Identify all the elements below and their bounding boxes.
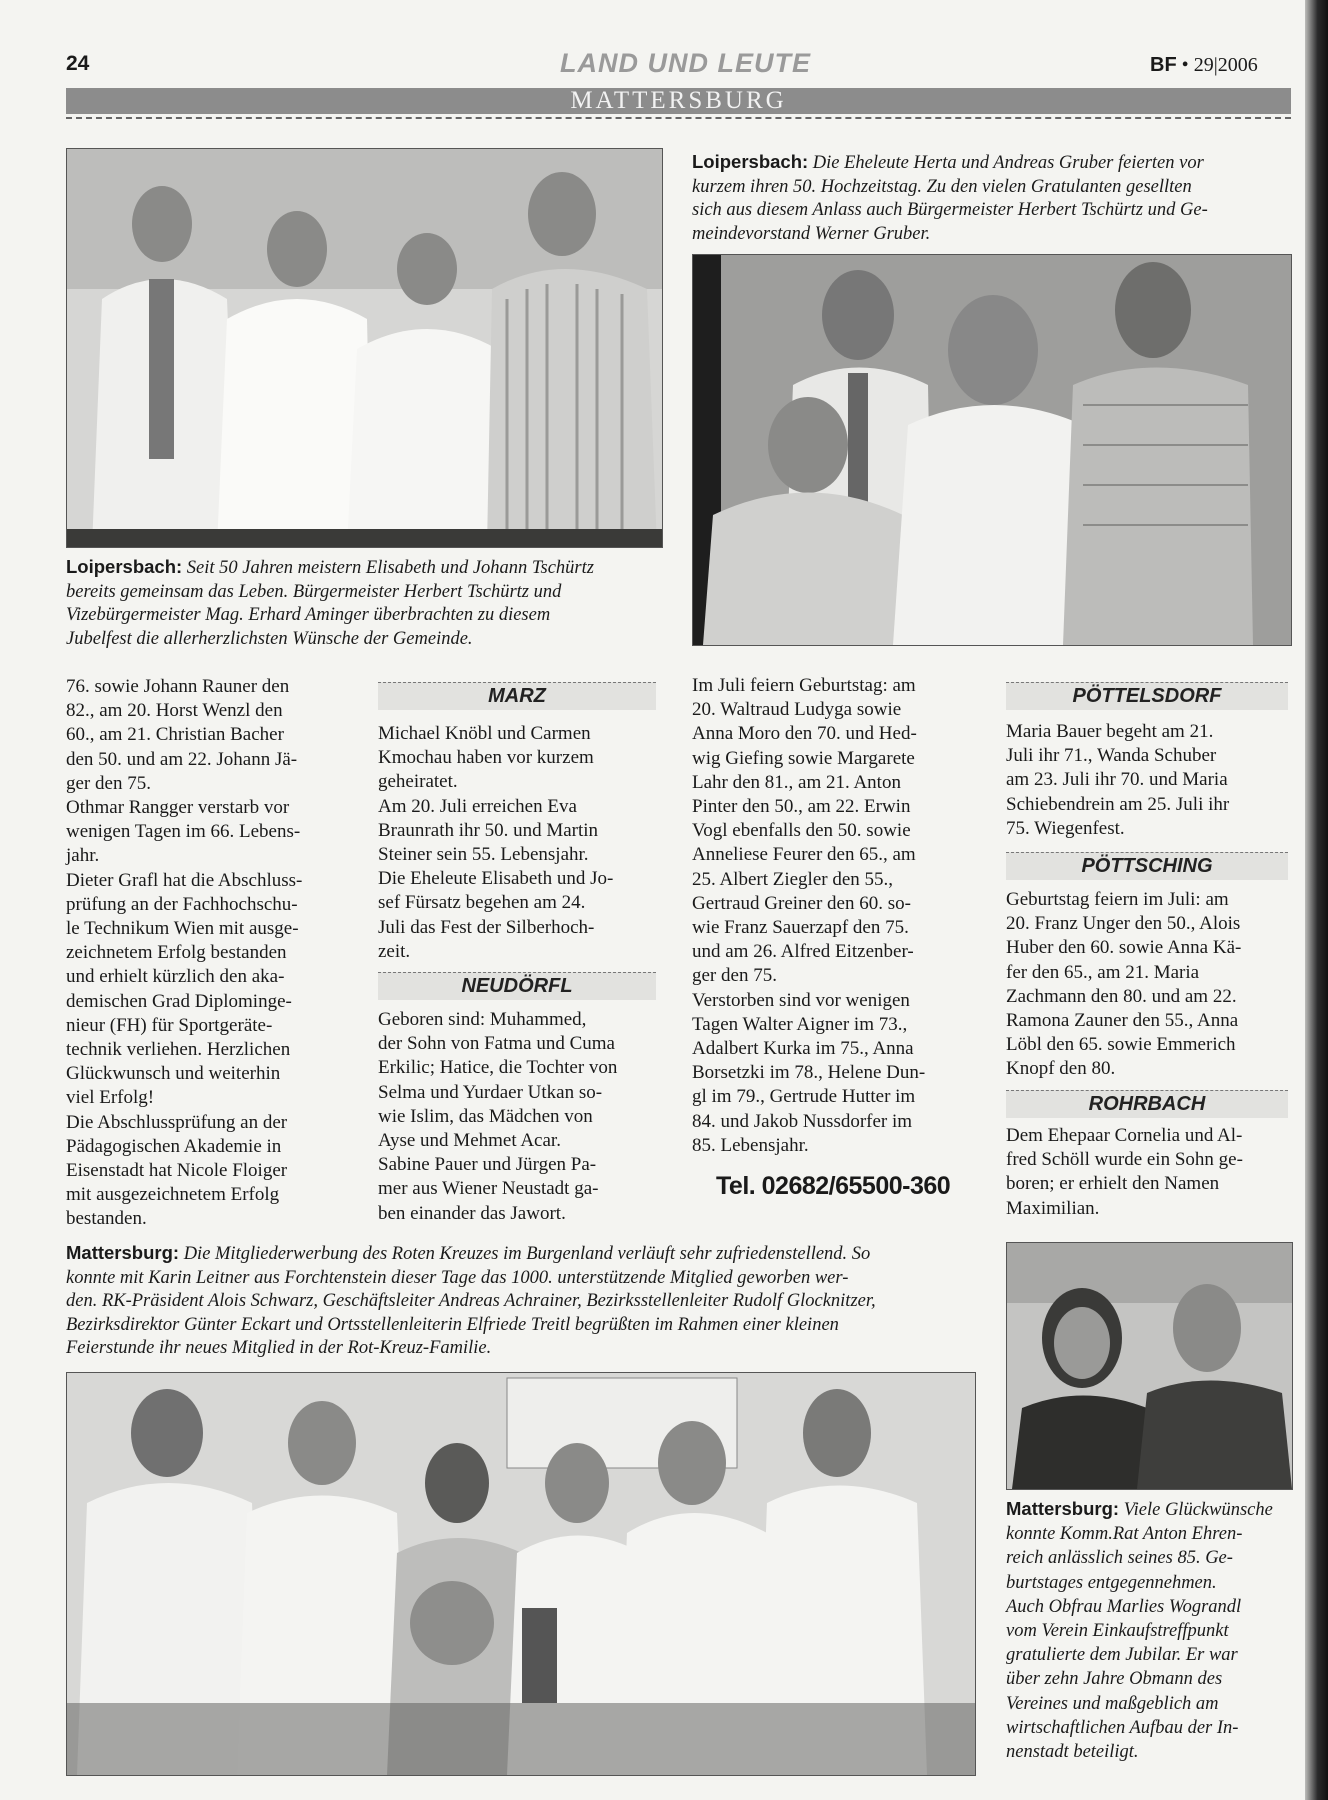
caption-line: gratulierte dem Jubilar. Er war bbox=[1006, 1645, 1238, 1666]
page-binding-shadow bbox=[1305, 0, 1328, 1800]
text-line: der Sohn von Fatma und Cuma bbox=[378, 1033, 615, 1055]
photo-gruber-group bbox=[692, 254, 1292, 646]
text-line: Huber den 60. sowie Anna Kä- bbox=[1006, 937, 1242, 959]
text-line: gl im 79., Gertrude Hutter im bbox=[692, 1086, 916, 1108]
header-divider bbox=[66, 117, 1291, 119]
text-line: Selma und Yurdaer Utkan so- bbox=[378, 1081, 603, 1103]
caption-line: Die Eheleute Herta und Andreas Gruber feierten vor bbox=[812, 153, 1204, 173]
text-line: sef Fürsatz begehen am 24. bbox=[378, 892, 586, 914]
caption-tschuertz bbox=[66, 555, 666, 651]
text-line: le Technikum Wien mit ausge- bbox=[66, 918, 299, 940]
text-line: Maximilian. bbox=[1006, 1197, 1100, 1219]
text-line: Anneliese Feurer den 65., am bbox=[692, 844, 916, 866]
caption-line: Auch Obfrau Marlies Wograndl bbox=[1006, 1596, 1242, 1617]
caption-line: über zehn Jahre Obmann des bbox=[1006, 1669, 1223, 1690]
text-line: Knopf den 80. bbox=[1006, 1058, 1116, 1080]
text-line: Im Juli feiern Geburtstag: am bbox=[692, 675, 916, 696]
text-line: Steiner sein 55. Lebensjahr. bbox=[378, 844, 589, 866]
text-line: Othmar Rangger verstarb vor bbox=[66, 797, 290, 819]
text-line: 60., am 21. Christian Bacher bbox=[66, 724, 284, 746]
column-2-marz bbox=[378, 722, 663, 964]
text-line: Glückwunsch und weiterhin bbox=[66, 1063, 281, 1085]
text-line: zeichnetem Erfolg bestanden bbox=[66, 942, 287, 964]
heading-poettsching: PÖTTSCHING bbox=[1006, 852, 1288, 880]
caption-place: Loipersbach: bbox=[692, 151, 809, 172]
issue-number: 29|2006 bbox=[1193, 54, 1258, 76]
text-line: Pädagogischen Akademie in bbox=[66, 1135, 282, 1157]
text-line: Lahr den 81., am 21. Anton bbox=[692, 771, 901, 793]
text-line: 20. Waltraud Ludyga sowie bbox=[692, 699, 902, 721]
text-line: Adalbert Kurka im 75., Anna bbox=[692, 1038, 914, 1060]
caption-line: vom Verein Einkaufstreffpunkt bbox=[1006, 1621, 1229, 1642]
text-line: Borsetzki im 78., Helene Dun- bbox=[692, 1062, 926, 1084]
text-line: wie Islim, das Mädchen von bbox=[378, 1105, 593, 1127]
caption-line: bereits gemeinsam das Leben. Bürgermeister Herbert Tschürtz und bbox=[66, 581, 562, 602]
text-line: 75. Wiegenfest. bbox=[1006, 817, 1125, 839]
text-line: geheiratet. bbox=[378, 771, 458, 793]
text-line: Tagen Walter Aigner im 73., bbox=[692, 1013, 908, 1035]
caption-line: kurzem ihren 50. Hochzeitstag. Zu den vielen Gratulanten gesellten bbox=[692, 176, 1192, 197]
issue-info bbox=[1150, 54, 1258, 77]
text-line: technik verliehen. Herzlichen bbox=[66, 1039, 291, 1061]
region-title: MATTERSBURG bbox=[570, 87, 787, 114]
text-line: Anna Moro den 70. und Hed- bbox=[692, 723, 917, 745]
caption-place: Mattersburg: bbox=[66, 1242, 180, 1263]
caption-ehrenreich bbox=[1006, 1497, 1296, 1764]
caption-line: den. RK-Präsident Alois Schwarz, Geschäftsleiter Andreas Achrainer, Bezirksstellenleiter Rudolf Glocknitzer, bbox=[66, 1291, 876, 1311]
text-line: ger den 75. bbox=[66, 772, 151, 794]
column-1 bbox=[66, 675, 356, 1232]
text-line: Geboren sind: Muhammed, bbox=[378, 1009, 587, 1030]
caption-line: Feierstunde ihr neues Mitglied in der Rot-Kreuz-Familie. bbox=[66, 1338, 492, 1358]
caption-line: nenstadt beteiligt. bbox=[1006, 1742, 1139, 1763]
photo-rotes-kreuz-group bbox=[66, 1372, 976, 1776]
caption-line: sich aus diesem Anlass auch Bürgermeister Herbert Tschürtz und Ge- bbox=[692, 200, 1208, 220]
text-line: Braunrath ihr 50. und Martin bbox=[378, 819, 599, 841]
telephone-number: Tel. 02682/65500-360 bbox=[716, 1172, 951, 1200]
caption-line: wirtschaftlichen Aufbau der In- bbox=[1006, 1717, 1239, 1738]
text-line: Kmochau haben vor kurzem bbox=[378, 747, 594, 769]
text-line: mer aus Wiener Neustadt ga- bbox=[378, 1178, 599, 1200]
column-3 bbox=[692, 674, 982, 1158]
text-line: Löbl den 65. sowie Emmerich bbox=[1006, 1034, 1236, 1056]
caption-gruber bbox=[692, 150, 1292, 246]
text-line: den 50. und am 22. Johann Jä- bbox=[66, 748, 298, 770]
caption-line: Seit 50 Jahren meistern Elisabeth und Johann Tschürtz bbox=[186, 558, 594, 578]
text-line: Die Eheleute Elisabeth und Jo- bbox=[378, 868, 614, 890]
heading-marz: MARZ bbox=[378, 682, 656, 710]
text-line: 82., am 20. Horst Wenzl den bbox=[66, 700, 283, 722]
page-number: 24 bbox=[66, 52, 90, 75]
text-line: Michael Knöbl und Carmen bbox=[378, 723, 591, 744]
text-line: bestanden. bbox=[66, 1208, 147, 1230]
caption-line: meindevorstand Werner Gruber. bbox=[692, 223, 931, 244]
caption-rotes-kreuz bbox=[66, 1241, 986, 1361]
text-line: Pinter den 50., am 22. Erwin bbox=[692, 796, 911, 818]
heading-rohrbach: ROHRBACH bbox=[1006, 1090, 1288, 1118]
text-line: Zachmann den 80. und am 22. bbox=[1006, 985, 1237, 1007]
text-line: Ramona Zauner den 55., Anna bbox=[1006, 1010, 1239, 1032]
separator-dot: • bbox=[1181, 54, 1189, 76]
text-line: mit ausgezeichnetem Erfolg bbox=[66, 1184, 280, 1206]
caption-line: Vereines und maßgeblich am bbox=[1006, 1693, 1219, 1714]
text-line: und am 26. Alfred Eitzenber- bbox=[692, 941, 914, 963]
text-line: ben einander das Jawort. bbox=[378, 1202, 566, 1224]
text-line: und erhielt kürzlich den aka- bbox=[66, 966, 285, 988]
text-line: wie Franz Sauerzapf den 75. bbox=[692, 917, 909, 939]
caption-line: konnte mit Karin Leitner aus Forchtenstein dieser Tage das 1000. unterstützende Mitglied geworben wer- bbox=[66, 1267, 849, 1288]
text-line: Maria Bauer begeht am 21. bbox=[1006, 721, 1214, 742]
heading-neudoerfl: NEUDÖRFL bbox=[378, 972, 656, 1000]
text-line: Dieter Grafl hat die Abschluss- bbox=[66, 869, 303, 891]
column-4-rohrbach bbox=[1006, 1124, 1296, 1221]
text-line: Erkilic; Hatice, die Tochter von bbox=[378, 1057, 618, 1079]
heading-poettelsdorf: PÖTTELSDORF bbox=[1006, 682, 1288, 710]
text-line: 85. Lebensjahr. bbox=[692, 1134, 809, 1156]
text-line: 84. und Jakob Nussdorfer im bbox=[692, 1110, 913, 1132]
text-line: jahr. bbox=[66, 845, 100, 867]
caption-line: Die Mitgliederwerbung des Roten Kreuzes im Burgenland verläuft sehr zufriedenstellend. So bbox=[183, 1244, 871, 1264]
text-line: prüfung an der Fachhochschu- bbox=[66, 893, 298, 915]
caption-line: konnte Komm.Rat Anton Ehren- bbox=[1006, 1524, 1243, 1545]
text-line: fred Schöll wurde ein Sohn ge- bbox=[1006, 1149, 1243, 1171]
caption-line: Vizebürgermeister Mag. Erhard Aminger überbrachten zu diesem bbox=[66, 605, 551, 625]
text-line: demischen Grad Diplominge- bbox=[66, 990, 292, 1012]
text-line: wig Giefing sowie Margarete bbox=[692, 747, 915, 769]
text-line: Schiebendrein am 25. Juli ihr bbox=[1006, 793, 1230, 815]
caption-line: Viele Glückwünsche bbox=[1123, 1500, 1273, 1520]
column-4-poettelsdorf bbox=[1006, 720, 1296, 841]
text-line: Eisenstadt hat Nicole Floiger bbox=[66, 1160, 288, 1182]
text-line: Die Abschlussprüfung an der bbox=[66, 1111, 288, 1133]
text-line: Juli das Fest der Silberhoch- bbox=[378, 916, 595, 938]
text-line: Dem Ehepaar Cornelia und Al- bbox=[1006, 1125, 1243, 1146]
column-4-poettsching bbox=[1006, 888, 1296, 1082]
text-line: nieur (FH) für Sportgeräte- bbox=[66, 1014, 273, 1036]
text-line: Geburtstag feiern im Juli: am bbox=[1006, 889, 1229, 910]
text-line: ger den 75. bbox=[692, 965, 777, 987]
text-line: zeit. bbox=[378, 940, 411, 962]
text-line: 76. sowie Johann Rauner den bbox=[66, 676, 290, 697]
text-line: Ayse und Mehmet Acar. bbox=[378, 1130, 561, 1152]
text-line: viel Erfolg! bbox=[66, 1087, 155, 1109]
region-bar bbox=[66, 88, 1291, 114]
text-line: Sabine Pauer und Jürgen Pa- bbox=[378, 1154, 597, 1176]
caption-line: reich anlässlich seines 85. Ge- bbox=[1006, 1548, 1233, 1569]
column-2-neudoerfl bbox=[378, 1008, 663, 1226]
caption-line: Jubelfest die allerherzlichsten Wünsche der Gemeinde. bbox=[66, 628, 473, 649]
text-line: fer den 65., am 21. Maria bbox=[1006, 961, 1200, 983]
text-line: Verstorben sind vor wenigen bbox=[692, 989, 910, 1011]
text-line: wenigen Tagen im 66. Lebens- bbox=[66, 821, 301, 843]
photo-ehrenreich bbox=[1006, 1242, 1293, 1490]
publication-name: BF bbox=[1150, 54, 1177, 76]
text-line: Vogl ebenfalls den 50. sowie bbox=[692, 820, 911, 842]
photo-tschuertz-group bbox=[66, 148, 663, 548]
caption-place: Loipersbach: bbox=[66, 556, 183, 577]
caption-line: burtstages entgegennehmen. bbox=[1006, 1572, 1217, 1593]
text-line: Am 20. Juli erreichen Eva bbox=[378, 795, 577, 817]
section-title: LAND UND LEUTE bbox=[560, 48, 811, 78]
text-line: Juli ihr 71., Wanda Schuber bbox=[1006, 745, 1217, 767]
text-line: boren; er erhielt den Namen bbox=[1006, 1173, 1220, 1195]
text-line: am 23. Juli ihr 70. und Maria bbox=[1006, 769, 1228, 791]
text-line: 20. Franz Unger den 50., Alois bbox=[1006, 913, 1241, 935]
text-line: 25. Albert Ziegler den 55., bbox=[692, 868, 894, 890]
text-line: Gertraud Greiner den 60. so- bbox=[692, 892, 911, 914]
caption-line: Bezirksdirektor Günter Eckart und Ortsstellenleiterin Elfriede Treitl begrüßten im Rahmen einer kleinen bbox=[66, 1314, 839, 1335]
caption-place: Mattersburg: bbox=[1006, 1498, 1120, 1519]
